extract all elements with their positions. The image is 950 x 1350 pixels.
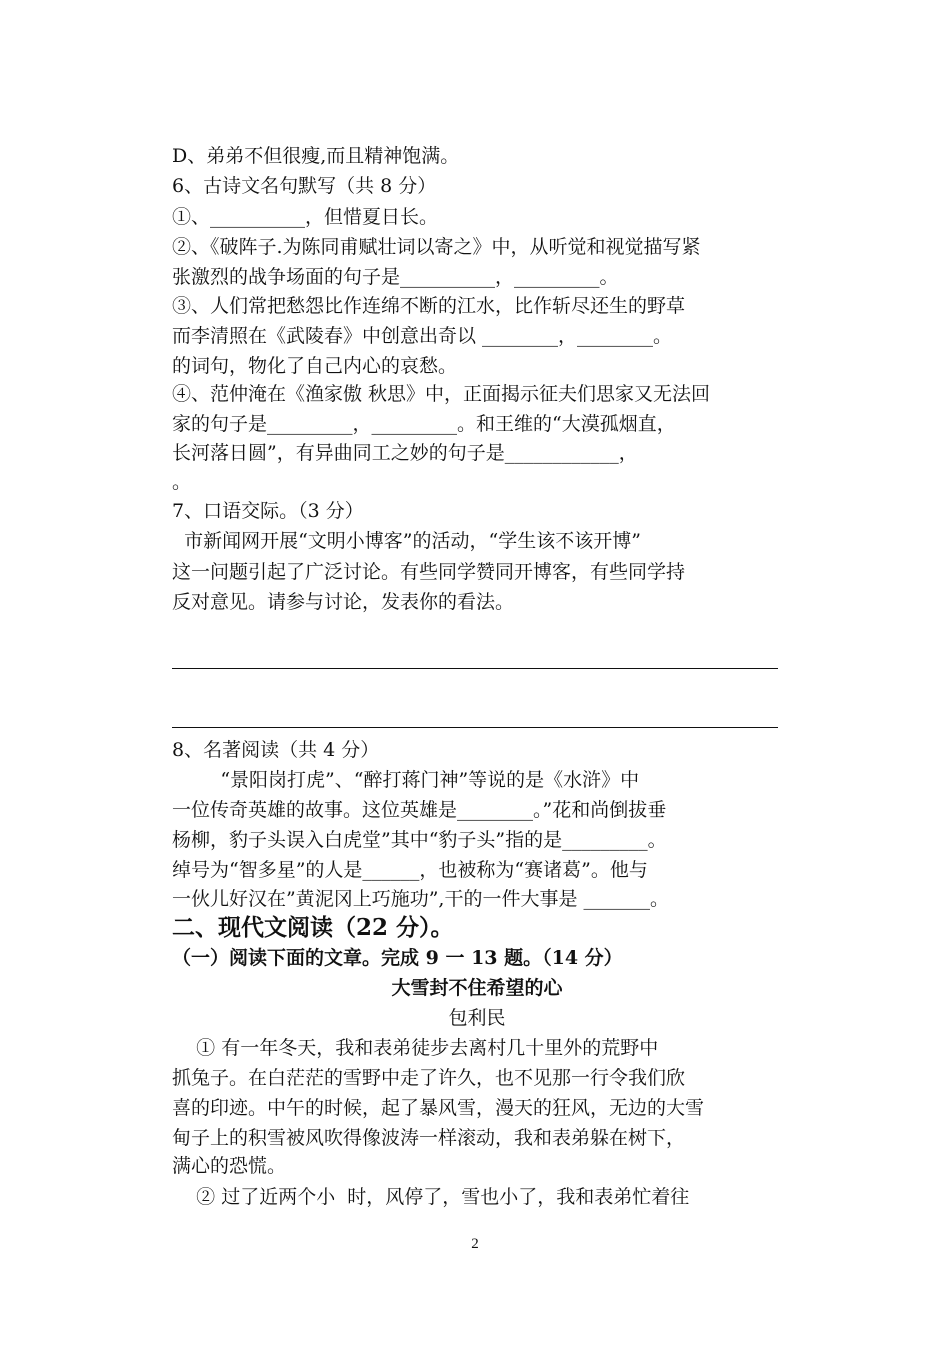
section-2-subheading: （一）阅读下面的文章。完成 9 一 13 题。（14 分） — [172, 947, 623, 969]
answer-line-1 — [172, 668, 778, 669]
question-8-text-line-2: 一位传奇英雄的故事。这位英雄是________。”花和尚倒拔垂 — [172, 799, 667, 821]
article-paragraph-2-line-1: ② 过了近两个小 时，风停了，雪也小了，我和表弟忙着往 — [172, 1186, 690, 1208]
question-6-item-2-line-1: ②、《破阵子.为陈同甫赋壮词以寄之》中，从听觉和视觉描写紧 — [172, 236, 701, 258]
question-6-item-4-line-3: 长河落日圆”，有异曲同工之妙的句子是____________， — [172, 442, 638, 464]
article-paragraph-1-line-5: 满心的恐慌。 — [172, 1155, 287, 1177]
question-6-heading: 6、古诗文名句默写（共 8 分） — [172, 175, 437, 197]
question-6-item-4-line-2: 家的句子是_________，_________。和王维的“大漠孤烟直， — [172, 413, 676, 435]
article-paragraph-1-line-2: 抓兔子。在白茫茫的雪野中走了许久，也不见那一行令我们欣 — [172, 1067, 686, 1089]
section-2-heading: 二、现代文阅读（22 分）。 — [172, 914, 454, 941]
answer-line-2 — [172, 727, 778, 728]
article-paragraph-1-line-1: ① 有一年冬天，我和表弟徒步去离村几十里外的荒野中 — [172, 1037, 659, 1059]
option-d-line: D、弟弟不但很瘦,而且精神饱满。 — [172, 145, 460, 167]
article-paragraph-1-line-4: 甸子上的积雪被风吹得像波涛一样滚动，我和表弟躲在树下， — [172, 1127, 686, 1149]
question-7-text-line-3: 反对意见。请参与讨论，发表你的看法。 — [172, 591, 515, 613]
article-author: 包利民 — [448, 1007, 506, 1029]
question-6-item-3-line-3: 的词句，物化了自己内心的哀愁。 — [172, 355, 458, 377]
question-6-item-4-line-4: 。 — [172, 471, 192, 493]
page-number: 2 — [471, 1236, 479, 1252]
question-8-heading: 8、名著阅读（共 4 分） — [172, 739, 380, 761]
question-6-item-3-line-1: ③、人们常把愁怨比作连绵不断的江水，比作斩尽还生的野草 — [172, 295, 686, 317]
question-7-text-line-1: 市新闻网开展“文明小博客”的活动，“学生该不该开博” — [172, 530, 641, 552]
article-title: 大雪封不住希望的心 — [391, 977, 563, 999]
question-8-text-line-4: 绰号为“智多星”的人是______，也被称为“赛诸葛”。他与 — [172, 859, 648, 881]
question-8-text-line-3: 杨柳，豹子头误入白虎堂”其中“豹子头”指的是_________。 — [172, 829, 667, 851]
question-8-text-line-1: “景阳岗打虎”、“醉打蒋门神”等说的是《水浒》中 — [172, 769, 640, 791]
question-6-item-2-line-2: 张激烈的战争场面的句子是__________，_________。 — [172, 266, 619, 288]
question-7-heading: 7、口语交际。（3 分） — [172, 500, 364, 522]
article-paragraph-1-line-3: 喜的印迹。中午的时候，起了暴风雪，漫天的狂风，无边的大雪 — [172, 1097, 705, 1119]
question-6-item-1: ①、__________，但惜夏日长。 — [172, 206, 439, 228]
question-7-text-line-2: 这一问题引起了广泛讨论。有些同学赞同开博客，有些同学持 — [172, 561, 686, 583]
question-6-item-3-line-2: 而李清照在《武陵春》中创意出奇以 ________，________。 — [172, 325, 673, 347]
question-6-item-4-line-1: ④、范仲淹在《渔家傲 秋思》中，正面揭示征夫们思家又无法回 — [172, 383, 711, 405]
question-8-text-line-5: 一伙儿好汉在”黄泥冈上巧施功”,干的一件大事是 _______。 — [172, 888, 670, 910]
